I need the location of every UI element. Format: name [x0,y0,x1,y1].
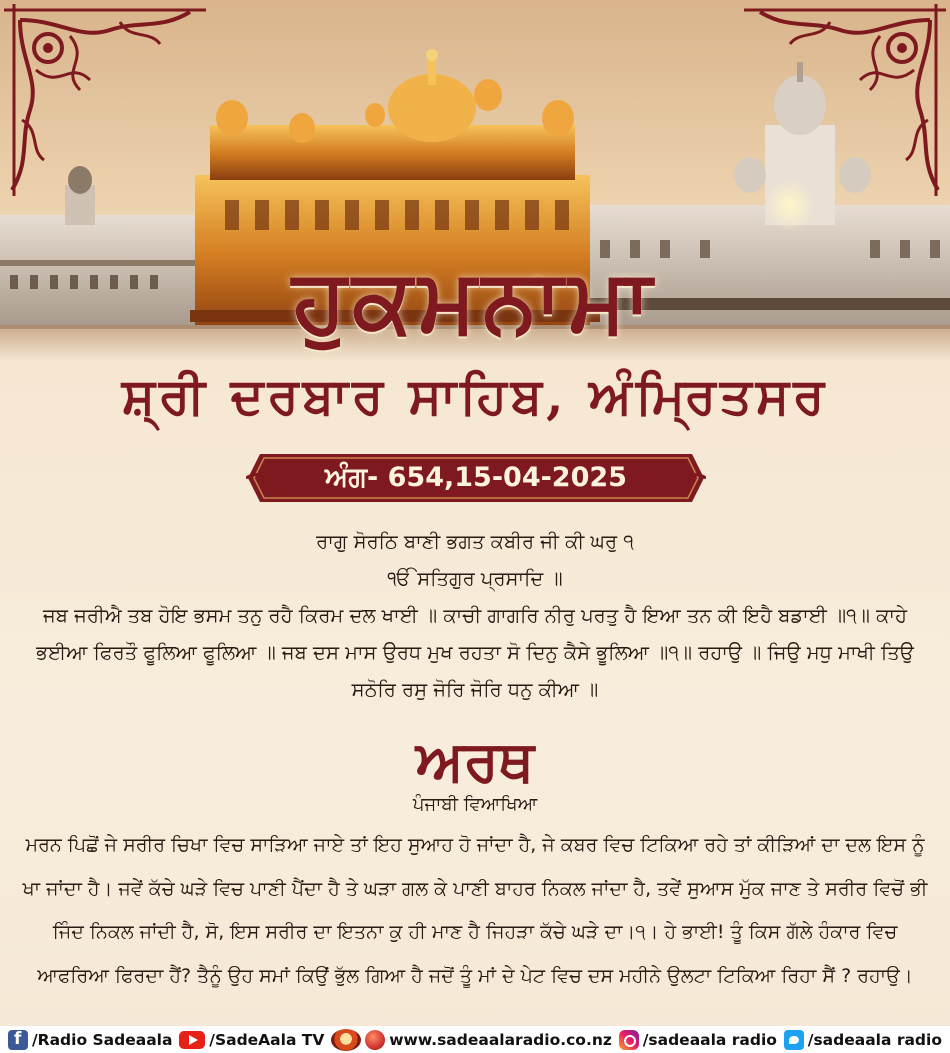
meaning-text: ਮਰਨ ਪਿਛੋਂ ਜੇ ਸਰੀਰ ਚਿਖਾ ਵਿਚ ਸਾੜਿਆ ਜਾਏ ਤਾਂ ਇਹ ਸੁਆਹ ਹੋ ਜਾਂਦਾ ਹੈ, ਜੇ ਕਬਰ ਵਿਚ ਟਿਕਿਆ ਰਹੇ ਤਾਂ ਕੀੜਿਆਂ ਦਾ ਦਲ ਇਸ ਨੂੰ ਖਾ ਜਾਂਦਾ ਹੈ। ਜਵੇਂ ਕੱਚੇ ਘੜੇ ਵਿਚ ਪਾਣੀ ਪੈਂਦਾ ਹੈ ਤੇ ਘੜਾ ਗਲ ਕੇ ਪਾਣੀ ਬਾਹਰ ਨਿਕਲ ਜਾਂਦਾ ਹੈ, ਤਵੇਂ ਸੁਆਸ ਮੁੱਕ ਜਾਣ ਤੇ ਸਰੀਰ ਵਿਚੋਂ ਭੀ ਜਿੰਦ ਨਿਕਲ ਜਾਂਦੀ ਹੈ, ਸੋ, ਇਸ ਸਰੀਰ ਦਾ ਇਤਨਾ ਕੁ ਹੀ ਮਾਣ ਹੈ ਜਿਹੜਾ ਕੱਚੇ ਘੜੇ ਦਾ।੧। ਹੇ ਭਾਈ! ਤੂੰ ਕਿਸ ਗੱਲੇ ਹੰਕਾਰ ਵਿਚ ਆਫਰਿਆ ਫਿਰਦਾ ਹੈਂ? ਤੈਨੂੰ ਉਹ ਸਮਾਂ ਕਿਉਂ ਭੁੱਲ ਗਿਆ ਹੈ ਜਦੋਂ ਤੂੰ ਮਾਂ ਦੇ ਪੇਟ ਵਿਚ ਦਸ ਮਹੀਨੇ ਉਲਟਾ ਟਿਕਿਆ ਰਿਹਾ ਸੈਂ ? ਰਹਾਉ। [22,834,928,987]
hukamnama-title: ਹੁਕਮਨਾਮਾ [292,248,658,352]
ang-date-banner [246,446,706,510]
mool-mantar-line: ੴ ਸਤਿਗੁਰ ਪ੍ਰਸਾਦਿ ॥ [387,567,563,590]
twitter-handle: /sadeaala radio [807,1030,942,1049]
instagram-icon [619,1030,639,1050]
darbar-sahib-subtitle: ਸ਼੍ਰੀ ਦਰਬਾਰ ਸਾਹਿਬ, ਅੰਮ੍ਰਿਤਸਰ [121,366,829,425]
radio-logo-icon [331,1029,361,1051]
raag-heading: ਰਾਗੁ ਸੋਰਠਿ ਬਾਣੀ ਭਗਤ ਕਬੀਰ ਜੀ ਕੀ ਘਰੁ ੧ [316,530,634,553]
social-footer [0,1026,950,1053]
website-url: www.sadeaalaradio.co.nz [389,1030,612,1049]
website-link[interactable] [331,1029,612,1051]
youtube-handle: /SadeAala TV [209,1030,325,1049]
ornament-corner-right [730,0,950,200]
twitter-link[interactable] [784,1030,942,1050]
instagram-link[interactable] [619,1030,777,1050]
facebook-handle: /Radio Sadeaala [32,1030,173,1049]
youtube-icon [179,1031,205,1049]
globe-icon [365,1030,385,1050]
facebook-link[interactable] [8,1030,172,1050]
youtube-link[interactable] [179,1031,324,1049]
twitter-icon [784,1030,804,1050]
ornament-corner-left [0,0,220,200]
facebook-icon [8,1030,28,1050]
shabad-text: ਜਬ ਜਰੀਐ ਤਬ ਹੋਇ ਭਸਮ ਤਨੁ ਰਹੈ ਕਿਰਮ ਦਲ ਖਾਈ ॥ ਕਾਚੀ ਗਾਗਰਿ ਨੀਰੁ ਪਰਤੁ ਹੈ ਇਆ ਤਨ ਕੀ ਇਹੈ ਬਡਾਈ ॥੧॥ ਕਾਹੇ ਭਈਆ ਫਿਰਤੌ ਫੂਲਿਆ ਫੂਲਿਆ ॥ ਜਬ ਦਸ ਮਾਸ ਉਰਧ ਮੁਖ ਰਹਤਾ ਸੋ ਦਿਨੁ ਕੈਸੇ ਭੂਲਿਆ ॥੧॥ ਰਹਾਉ ॥ ਜਿਉ ਮਧੁ ਮਾਖੀ ਤਿਉ ਸਠੋਰਿ ਰਸੁ ਜੋਰਿ ਜੋਰਿ ਧਨੁ ਕੀਆ ॥ [36,604,914,701]
punjabi-vyakhya-label: ਪੰਜਾਬੀ ਵਿਆਖਿਆ [412,794,538,815]
arth-heading: ਅਰਥ [415,728,535,794]
ang-date-text: ਅੰਗ- 654,15-04-2025 [325,462,627,493]
instagram-handle: /sadeaala radio [642,1030,777,1049]
